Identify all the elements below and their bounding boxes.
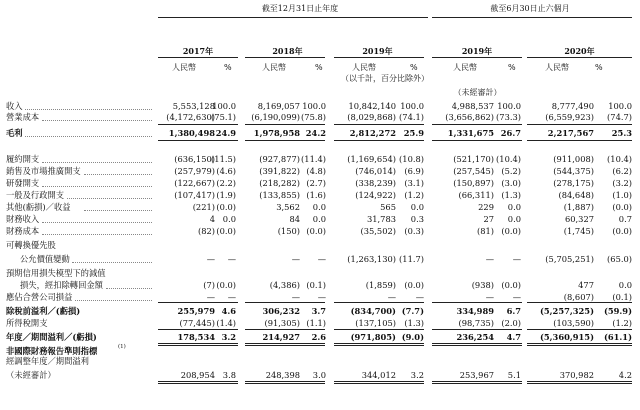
subtotal-rule [432,302,522,303]
percent-cell: (11.4) [301,154,326,164]
amount-cell: 178,534 [177,332,215,342]
leader-dots [75,300,152,301]
amount-cell: 229 [478,202,494,212]
row-label: 履約開支 [6,154,40,164]
amount-cell: (81) [476,226,494,236]
amount-cell: 255,979 [177,306,215,316]
amount-cell: (91,305) [264,318,300,328]
amount-cell: (5,360,915) [539,332,594,342]
percent-cell: 0.0 [410,202,424,212]
pct-label: % [595,63,603,72]
amount-cell: (124,922) [355,190,396,200]
row-label: 除稅前溢利／(虧損) [6,306,81,316]
percent-cell: (61.1) [603,332,632,342]
leader-dots [67,198,152,199]
percent-cell: (1.2) [612,318,632,328]
amount-cell: 2,812,272 [349,128,396,138]
leader-dots [42,186,152,187]
percent-cell: (10.8) [399,154,424,164]
amount-cell: (122,667) [174,178,215,188]
header-rule [432,17,632,18]
row-label: 所得稅開支 [6,318,48,328]
percent-cell: 3.2 [221,332,236,342]
row-label: 其他(虧損)／收益 [6,202,71,212]
double-rule [158,381,238,384]
amount-cell: (636,150) [174,154,215,164]
half-2020: 2020年 [564,46,595,56]
double-rule [432,343,522,346]
amount-cell: (257,979) [174,166,215,176]
amount-cell: (938) [471,280,494,290]
percent-cell: 100.0 [608,101,632,111]
amount-cell: 334,989 [456,306,494,316]
amount-cell: (7) [203,280,215,290]
col-rule [158,57,238,58]
percent-cell: 2.6 [311,332,326,342]
percent-cell: (5.2) [501,166,521,176]
amount-cell: — [485,292,494,302]
amount-cell: 565 [380,202,396,212]
percent-cell: (0.0) [612,202,632,212]
row-label: 收入 [6,101,23,111]
percent-cell: (0.0) [501,280,521,290]
percent-cell: (0.0) [216,202,236,212]
double-rule [334,343,424,346]
row-label: 一般及行政開支 [6,190,65,200]
subtotal-rule [527,140,632,141]
thousands-note: （以千計，百分比除外） [341,74,429,83]
amount-cell: 370,982 [559,370,594,380]
row-label: 銷售及市場推廣開支 [6,166,81,176]
amount-cell: (971,805) [350,332,396,342]
subtotal-rule [334,140,424,141]
percent-cell: (74.1) [399,112,424,122]
percent-cell: (0.3) [404,226,424,236]
year-2017: 2017年 [182,46,214,56]
amount-cell: 4 [209,214,215,224]
percent-cell: (0.1) [612,292,632,302]
subtotal-rule [432,124,522,125]
subtotal-rule [334,124,424,125]
amount-cell: 248,398 [265,370,300,380]
percent-cell: (9.0) [401,332,424,342]
subtotal-rule [245,124,325,125]
percent-cell: 4.7 [506,332,521,342]
subtotal-rule [334,302,424,303]
amount-cell: (84,648) [558,190,594,200]
pct-label: % [224,63,232,72]
percent-cell: 6.7 [506,306,521,316]
subtotal-rule [527,124,632,125]
amount-cell: (746,014) [355,166,396,176]
percent-cell: 0.0 [618,280,632,290]
year-2019: 2019年 [362,46,393,56]
col-rule [334,57,424,58]
half-2019: 2019年 [461,46,493,56]
percent-cell: (2.7) [306,178,326,188]
amount-cell: 84 [289,214,300,224]
percent-cell: 0.7 [618,214,632,224]
percent-cell: (1.6) [306,190,326,200]
percent-cell: (74.7) [607,112,632,122]
subtotal-rule [432,329,522,330]
double-rule [245,381,325,384]
percent-cell: 3.8 [222,370,236,380]
amount-cell: (3,656,862) [445,112,494,122]
percent-cell: 4.6 [221,306,236,316]
percent-cell: 24.9 [215,128,236,138]
double-rule [432,381,522,384]
row-label: （未經審計） [6,370,56,380]
percent-cell: — [512,292,521,302]
rmb-label: 人民幣 [262,63,286,72]
percent-cell: 26.7 [500,128,521,138]
leader-dots [25,136,152,137]
percent-cell: 3.7 [311,306,326,316]
amount-cell: 60,327 [564,214,594,224]
amount-cell: (103,590) [553,318,594,328]
leader-dots [84,174,152,175]
amount-cell: 2,217,567 [547,128,594,138]
amount-cell: (133,855) [259,190,300,200]
percent-cell: (10.4) [496,154,521,164]
amount-cell: 10,842,140 [348,101,396,111]
amount-cell: (218,282) [259,178,300,188]
amount-cell: (4,172,630) [166,112,215,122]
rmb-label: 人民幣 [172,63,196,72]
amount-cell: 5,553,128 [172,101,215,111]
amount-cell: (150,897) [453,178,494,188]
percent-cell: (1.9) [216,190,236,200]
amount-cell: 8,777,490 [551,101,594,111]
percent-cell: (1.2) [404,190,424,200]
amount-cell: 1,331,675 [447,128,494,138]
amount-cell: (150) [277,226,300,236]
percent-cell: (4.6) [216,166,236,176]
amount-cell: (257,545) [453,166,494,176]
amount-cell: (82) [197,226,215,236]
percent-cell: (0.0) [306,226,326,236]
percent-cell: (11.5) [211,154,236,164]
pct-label: % [508,63,516,72]
percent-cell: 100.0 [497,101,521,111]
pct-label: % [315,63,323,72]
rmb-label: 人民幣 [453,63,477,72]
percent-cell: (3.1) [404,178,424,188]
amount-cell: (1,263,130) [347,254,396,264]
percent-cell: — [512,254,521,264]
amount-cell: (927,877) [259,154,300,164]
amount-cell: 253,967 [459,370,494,380]
row-label: 經調整年度／期間溢利 [6,356,89,366]
percent-cell: (73.3) [496,112,521,122]
header-half-group: 截至6月30日止六個月 [490,4,570,13]
leader-dots [42,222,152,223]
amount-cell: (278,175) [553,178,594,188]
percent-cell: (0.0) [612,226,632,236]
percent-cell: (1.4) [216,318,236,328]
row-label: 公允價值變動 [20,254,70,264]
percent-cell: (1.1) [306,318,326,328]
percent-cell: (75.8) [301,112,326,122]
col-rule [432,57,522,58]
percent-cell: 25.3 [611,128,632,138]
subtotal-rule [158,302,238,303]
amount-cell: (1,745) [563,226,594,236]
percent-cell: (4.8) [306,166,326,176]
percent-cell: (3.2) [612,178,632,188]
row-label: 非國際財務報告準則指標 [6,346,98,356]
percent-cell: (0.0) [501,226,521,236]
percent-cell: — [227,292,236,302]
row-label: 研發開支 [6,178,40,188]
amount-cell: (8,607) [563,292,594,302]
subtotal-rule [527,302,632,303]
leader-dots [84,210,152,211]
percent-cell: (6.9) [404,166,424,176]
amount-cell: 8,169,057 [257,101,300,111]
amount-cell: 31,783 [366,214,396,224]
row-label: 損失，經扣除轉回金額 [20,280,103,290]
amount-cell: (107,417) [174,190,215,200]
percent-cell: (75.1) [211,112,236,122]
amount-cell: (6,559,923) [545,112,594,122]
amount-cell: 208,954 [180,370,215,380]
amount-cell: 3,562 [276,202,300,212]
amount-cell: (1,169,654) [347,154,396,164]
percent-cell: 0.3 [410,214,424,224]
year-2018: 2018年 [272,46,303,56]
percent-cell: 0.0 [507,202,521,212]
row-label: 營業成本 [6,112,40,122]
percent-cell: 100.0 [400,101,424,111]
percent-cell: — [317,292,326,302]
percent-cell: (1.3) [501,190,521,200]
subtotal-rule [245,140,325,141]
subtotal-rule [158,124,238,125]
leader-dots [42,234,152,235]
amount-cell: (6,190,099) [251,112,300,122]
percent-cell: (0.0) [216,226,236,236]
amount-cell: (391,822) [259,166,300,176]
subtotal-rule [245,329,325,330]
percent-cell: 0.0 [312,202,326,212]
row-label: 可轉換優先股 [6,240,56,250]
percent-cell: (59.9) [603,306,632,316]
amount-cell: — [485,254,494,264]
percent-cell: — [227,254,236,264]
percent-cell: (11.7) [399,254,424,264]
row-label: 應佔合營公司損益 [6,292,73,302]
rmb-label: 人民幣 [545,63,569,72]
percent-cell: (2.0) [501,318,521,328]
percent-cell: 25.9 [403,128,424,138]
amount-cell: 1,978,958 [253,128,300,138]
leader-dots [42,120,152,121]
amount-cell: 4,988,537 [451,101,494,111]
amount-cell: — [291,292,300,302]
amount-cell: 477 [578,280,594,290]
percent-cell: 0.0 [507,214,521,224]
subtotal-rule [245,302,325,303]
leader-dots [72,262,152,263]
percent-cell: 100.0 [302,101,326,111]
amount-cell: 236,254 [456,332,494,342]
col-rule [245,57,325,58]
pct-label: % [410,63,418,72]
amount-cell: — [206,292,215,302]
amount-cell: (5,257,325) [539,306,594,316]
amount-cell: (35,502) [360,226,396,236]
subtotal-rule [527,329,632,330]
double-rule [527,343,632,346]
amount-cell: — [387,292,396,302]
percent-cell: 0.0 [222,214,236,224]
percent-cell: 4.2 [618,370,632,380]
amount-cell: (1,859) [365,280,396,290]
row-label: 財務收入 [6,214,40,224]
amount-cell: 214,927 [262,332,300,342]
percent-cell: (65.0) [607,254,632,264]
amount-cell: (66,311) [458,190,494,200]
percent-cell: 24.2 [305,128,326,138]
amount-cell: (98,735) [458,318,494,328]
percent-cell: 5.1 [507,370,521,380]
percent-cell: (0.1) [306,280,326,290]
subtotal-rule [158,140,238,141]
percent-cell: (3.0) [501,178,521,188]
leader-dots [42,162,152,163]
double-rule [334,381,424,384]
percent-cell: 3.2 [410,370,424,380]
amount-cell: 306,232 [262,306,300,316]
percent-cell: 3.0 [312,370,326,380]
amount-cell: 27 [483,214,494,224]
percent-cell: — [415,292,424,302]
row-label: 預期信用損失模型下的減值 [6,268,106,278]
amount-cell: (1,887) [563,202,594,212]
double-rule [158,343,238,346]
amount-cell: (4,386) [269,280,300,290]
amount-cell: (77,445) [179,318,215,328]
percent-cell: (1.3) [404,318,424,328]
amount-cell: (221) [192,202,215,212]
double-rule [245,343,325,346]
amount-cell: (521,170) [453,154,494,164]
percent-cell: — [317,254,326,264]
row-label: 財務成本 [6,226,40,236]
amount-cell: (137,105) [355,318,396,328]
percent-cell: (6.2) [612,166,632,176]
amount-cell: (8,029,868) [347,112,396,122]
percent-cell: (0.0) [404,280,424,290]
amount-cell: (834,700) [350,306,396,316]
header-rule [158,17,428,18]
header-year-group: 截至12月31日止年度 [261,4,339,13]
subtotal-rule [432,140,522,141]
amount-cell: — [206,254,215,264]
row-label: 年度／期間溢利／(虧損) [6,332,97,342]
amount-cell: 1,380,498 [168,128,215,138]
leader-dots [25,109,152,110]
percent-cell: (0.0) [216,280,236,290]
percent-cell: (1.0) [612,190,632,200]
unaudited-note: （未經審計） [453,88,502,97]
double-rule [527,381,632,384]
percent-cell: (7.7) [401,306,424,316]
amount-cell: 344,012 [361,370,396,380]
col-rule [527,57,632,58]
footnote-marker: (1) [118,344,126,350]
row-label: 毛利 [6,128,23,138]
subtotal-rule [334,329,424,330]
amount-cell: (544,375) [553,166,594,176]
percent-cell: 0.0 [312,214,326,224]
percent-cell: (10.4) [607,154,632,164]
percent-cell: (2.2) [216,178,236,188]
amount-cell: (911,008) [553,154,594,164]
subtotal-rule [158,329,238,330]
percent-cell: 100.0 [212,101,236,111]
rmb-label: 人民幣 [352,63,376,72]
amount-cell: (5,705,251) [545,254,594,264]
amount-cell: (338,239) [355,178,396,188]
amount-cell: — [291,254,300,264]
